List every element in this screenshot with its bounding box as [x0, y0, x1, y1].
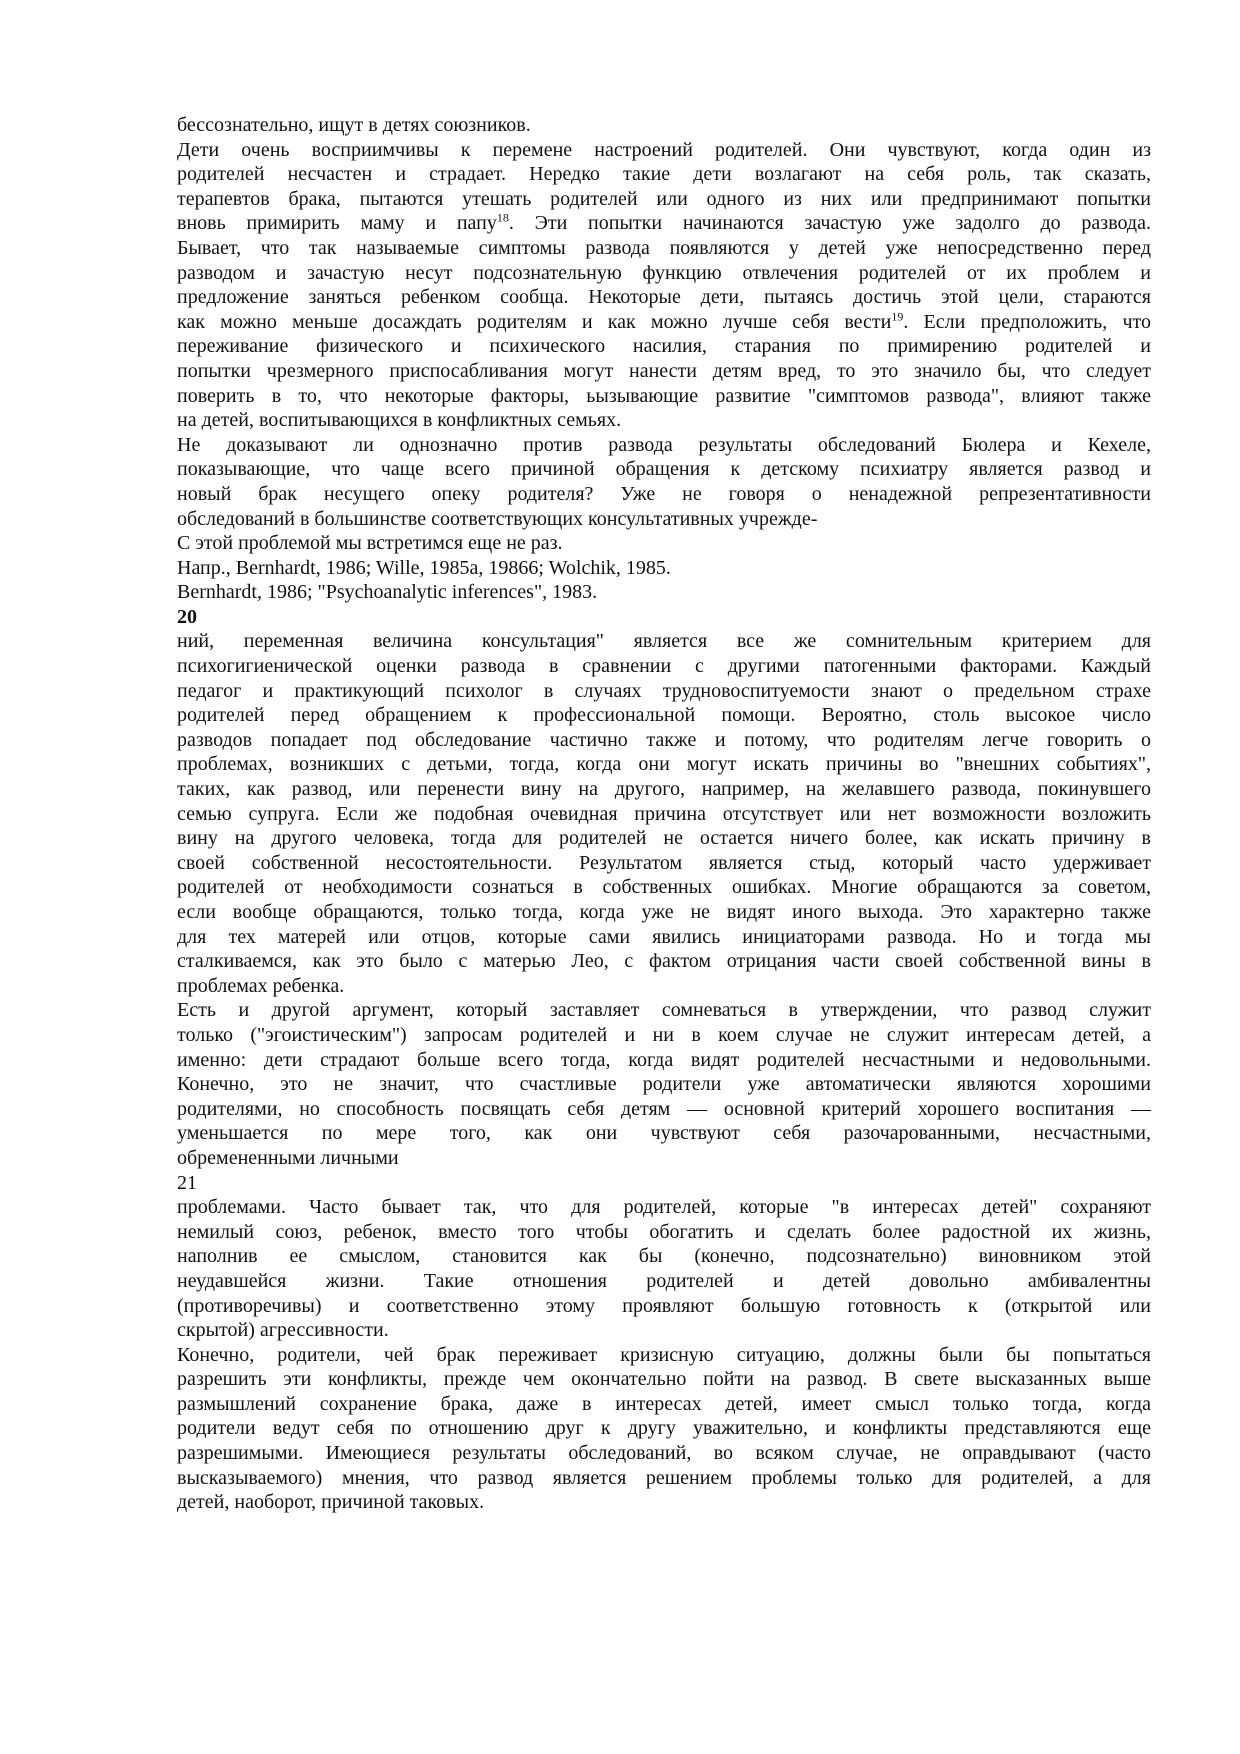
text-line: (противоречивы) и соответственно этому проявляют большую готовность к (открытой или [177, 1294, 1151, 1317]
text-line: ний, переменная величина консультация" является все же сомнительным критерием для [177, 630, 1151, 653]
text-line: Bernhardt, 1986; "Psychoanalytic inferences", 1983. [177, 581, 598, 604]
text-line: Есть и другой аргумент, который заставляет сомневаться в утверждении, что развод служит [177, 999, 1151, 1022]
text-line: размышлений сохранение брака, даже в интересах детей, имеет смысл только тогда, когда [177, 1392, 1151, 1415]
text-segment: как можно меньше досаждать родителям и как можно лучше себя вести [177, 310, 892, 333]
text-line: Не доказывают ли однозначно против развода результаты обследований Бюлера и Кехеле, [177, 433, 1151, 456]
text-line: показывающие, что чаще всего причиной обращения к детскому психиатру является развод и [177, 458, 1151, 481]
text-line: проблемах, возникших с детьми, тогда, когда они могут искать причины во "внешних событиях", [177, 753, 1151, 776]
text-line: своей собственной несостоятельности. Результатом является стыд, который часто удерживает [177, 851, 1151, 874]
text-line: обследований в большинстве соответствующих консультативных учрежде- [177, 507, 818, 530]
text-line: Конечно, это не значит, что счастливые родители уже автоматически являются хорошими [177, 1073, 1151, 1096]
text-line: неудавшейся жизни. Такие отношения родителей и детей довольно амбивалентны [177, 1269, 1151, 1292]
text-line: скрытой) агрессивности. [177, 1319, 389, 1342]
text-line: Бывает, что так называемые симптомы развода появляются у детей уже непосредственно перед [177, 236, 1151, 259]
text-line [177, 211, 1151, 236]
footnote-marker: 18 [496, 210, 509, 225]
text-line: Дети очень восприимчивы к перемене настроений родителей. Они чувствуют, когда один из [177, 138, 1151, 161]
text-line: педагог и практикующий психолог в случаях трудновоспитуемости знают о предельном страхе [177, 679, 1151, 702]
text-line: проблемах ребенка. [177, 974, 345, 997]
text-segment: . Эти попытки начинаются зачастую уже задолго до развода. [508, 212, 1151, 235]
text-line: родителей перед обращением к профессиональной помощи. Вероятно, столь высокое число [177, 704, 1151, 727]
text-line: разводом и зачастую несут подсознательную функцию отвлечения родителей от их проблем и [177, 261, 1151, 284]
text-line: уменьшается по мере того, как они чувствуют себя разочарованными, несчастными, [177, 1122, 1151, 1145]
text-line: таких, как развод, или перенести вину на другого, например, на желавшего развода, покинувшего [177, 778, 1151, 801]
text-line: переживание физического и психического насилия, старания по примирению родителей и [177, 335, 1151, 358]
text-line: родителей от необходимости сознаться в собственных ошибках. Многие обращаются за советом, [177, 876, 1151, 899]
text-line: детей, наоборот, причиной таковых. [177, 1491, 485, 1514]
text-line: разрешить эти конфликты, прежде чем окончательно пойти на развод. В свете высказанных выше [177, 1368, 1151, 1391]
text-line: предложение заняться ребенком сообща. Некоторые дети, пытаясь достичь этой цели, стараются [177, 286, 1151, 309]
page-number: 21 [177, 1171, 197, 1194]
text-line: терапевтов брака, пытаются утешать родителей или одного из них или предпринимают попытки [177, 187, 1151, 210]
text-line: разводов попадает под обследование частично также и потому, что родителям легче говорить о [177, 728, 1151, 751]
text-line: немилый союз, ребенок, вместо того чтобы обогатить и сделать более радостной их жизнь, [177, 1220, 1151, 1243]
text-line: для тех матерей или отцов, которые сами явились инициаторами развода. Но и тогда мы [177, 925, 1151, 948]
text-line: семью супруга. Если же подобная очевидная причина отсутствует или нет возможности возложить [177, 802, 1151, 825]
text-line: на детей, воспитывающихся в конфликтных семьях. [177, 409, 622, 432]
text-line: С этой проблемой мы встретимся еще не раз. [177, 532, 563, 555]
text-line: родители ведут себя по отношению друг к другу уважительно, и конфликты представляются еще [177, 1417, 1151, 1440]
text-line: психогигиенической оценки развода в сравнении с другими патогенными факторами. Каждый [177, 655, 1151, 678]
text-line: поверить в то, что некоторые факторы, ьызывающие развитие "симптомов развода", влияют также [177, 384, 1151, 407]
text-segment: . Если предположить, что [903, 310, 1152, 333]
text-line: проблемами. Часто бывает так, что для родителей, которые "в интересах детей" сохраняют [177, 1196, 1151, 1219]
page-number: 20 [177, 605, 197, 628]
text-line: высказываемого) мнения, что развод является решением проблемы только для родителей, а для [177, 1466, 1151, 1489]
text-segment: вновь примирить маму и папу [177, 212, 497, 235]
text-line: наполнив ее смыслом, становится как бы (конечно, подсознательно) виновником этой [177, 1245, 1151, 1268]
text-line: новый брак несущего опеку родителя? Уже не говоря о ненадежной репрезентативности [177, 482, 1151, 505]
text-line: только ("эгоистическим") запросам родителей и ни в коем случае не служит интересам детей, а [177, 1023, 1151, 1046]
text-line: родителями, но способность посвящать себя детям — основной критерий хорошего воспитания — [177, 1097, 1151, 1120]
text-line: бессознательно, ищут в детях союзников. [177, 114, 531, 136]
text-line: Конечно, родители, чей брак переживает кризисную ситуацию, должны были бы попытаться [177, 1343, 1151, 1366]
text-line: попытки чрезмерного приспосабливания могут нанести детям вред, то это значило бы, что следует [177, 359, 1151, 382]
text-line: Напр., Bernhardt, 1986; Wille, 1985a, 19866; Wolchik, 1985. [177, 556, 671, 579]
text-line: именно: дети страдают больше всего тогда, когда видят родителей несчастными и недовольными. [177, 1048, 1151, 1071]
footnote-marker: 19 [891, 309, 904, 324]
text-line: вину на другого человека, тогда для родителей не остается ничего более, как искать причину в [177, 827, 1151, 850]
document-page [177, 113, 1151, 1515]
text-line [177, 310, 1151, 335]
text-line: обремененными личными [177, 1146, 399, 1169]
text-line: разрешимыми. Имеющиеся результаты обследований, во всяком случае, не оправдывают (часто [177, 1442, 1151, 1465]
text-line: сталкиваемся, как это было с матерью Лео, с фактом отрицания части своей собственной вины в [177, 950, 1151, 973]
text-line: родителей несчастен и страдает. Нередко такие дети возлагают на себя роль, так сказать, [177, 163, 1151, 186]
text-line: если вообще обращаются, только тогда, когда уже не видят иного выхода. Это характерно также [177, 901, 1151, 923]
